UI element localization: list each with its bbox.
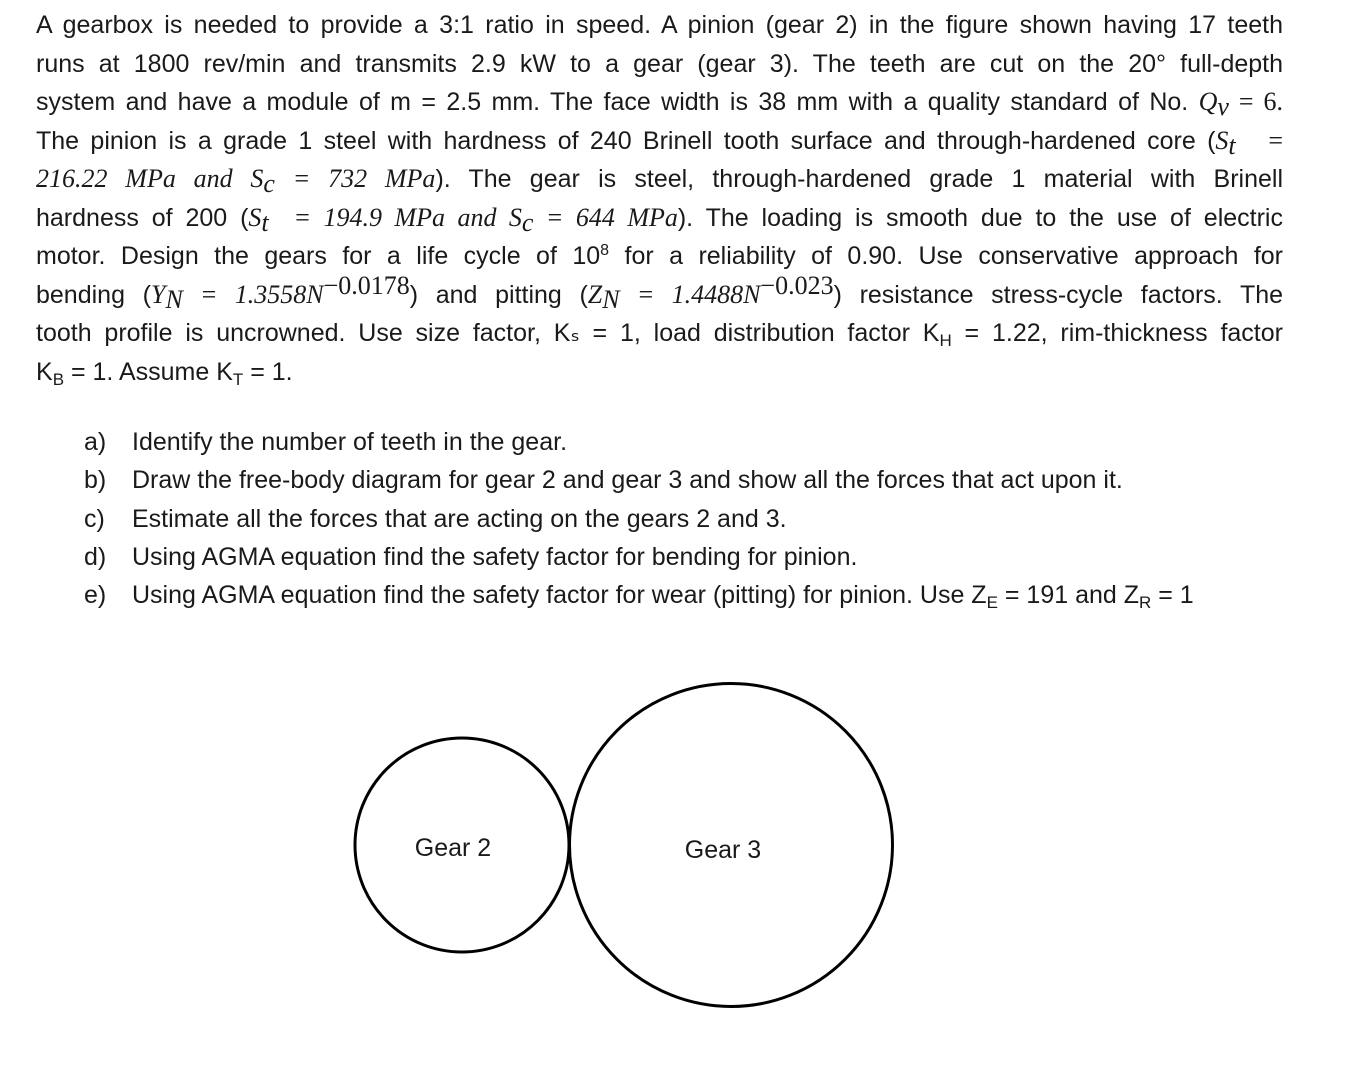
part-text: Estimate all the forces that are acting on the gears 2 and 3. <box>132 504 787 533</box>
problem-line-10: $K_B = 1$. Assume $K_T = 1$. <box>36 357 293 389</box>
part-text: Draw the free-body diagram for gear 2 and gear 3 and show all the forces that act upon it. <box>132 466 1123 495</box>
gear-3-label: Gear 3 <box>684 836 762 864</box>
problem-line-8: bending $(Y_N = 1.3558N^{-0.0178})$ and pitting $(Z_N = 1.4488N^{-0.023})$ resistance stress-cycle factors. The <box>36 270 1284 314</box>
part-text: Using AGMA equation find the safety factor for wear (pitting) for pinion. Use $Z_E = 191$ and $Z_R = 1$ <box>132 581 1194 613</box>
problem-line-3: system and have a module of m = 2.5 mm. The face width is 38 mm with a quality standard of No. $Q_v = 6$. <box>36 87 1283 121</box>
problem-line-5: 216.22 MPa and $S_c = 732$ MPa). The gear is steel, through-hardened grade 1 material with Brinell <box>36 164 1284 198</box>
problem-line-6: hardness of 200 ($S_t = 194.9$ MPa and $S_c = 644$ MPa). The loading is smooth due to the use of electric <box>36 202 1283 237</box>
gear-2-label: Gear 2 <box>414 834 492 862</box>
part-text: Using AGMA equation find the safety factor for bending for pinion. <box>132 542 858 571</box>
part-text: Identify the number of teeth in the gear. <box>132 428 568 456</box>
part-label: d) <box>84 542 107 571</box>
problem-line-7: motor. Design the gears for a life cycle of $10^8$ for a reliability of 0.90. Use conservative approach for <box>36 242 1283 270</box>
part-label: a) <box>84 428 107 456</box>
problem-line-1: A gearbox is needed to provide a 3:1 ratio in speed. A pinion (gear 2) in the figure shown having 17 teeth <box>36 11 1283 39</box>
problem-line-9: tooth profile is uncrowned. Use size factor, Kₛ = 1, load distribution factor $K_H = 1.22$, rim-thickness factor <box>36 319 1283 350</box>
problem-line-4: The pinion is a grade 1 steel with hardness of 240 Brinell tooth surface and through-hardened core ($S_t$ = <box>36 125 1283 160</box>
part-label: e) <box>84 581 107 610</box>
part-label: b) <box>84 466 107 495</box>
problem-line-2: runs at 1800 rev/min and transmits 2.9 kW to a gear (gear 3). The teeth are cut on the 20° full-depth <box>36 49 1283 78</box>
part-label: c) <box>84 504 105 533</box>
